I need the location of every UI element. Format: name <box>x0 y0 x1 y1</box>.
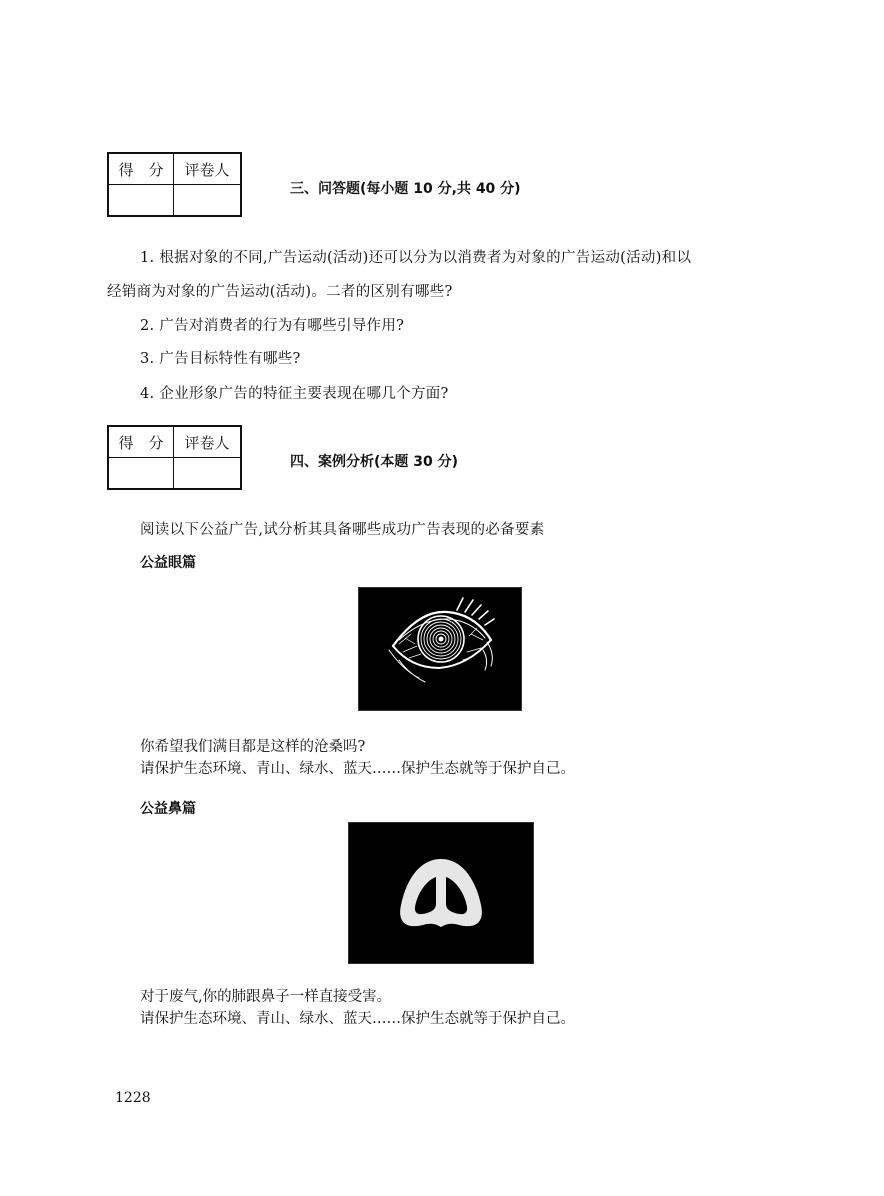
grader-cell <box>174 185 242 217</box>
grader-label: 评卷人 <box>174 426 242 458</box>
eye-illustration-icon <box>359 588 521 710</box>
nose-ad-caption-line-2: 请保护生态环境、青山、绿水、蓝天……保护生态就等于保护自己。 <box>140 1011 575 1027</box>
score-box-section-3 <box>107 152 242 217</box>
question-1-line-2: 经销商为对象的广告运动(活动)。二者的区别有哪些? <box>107 284 453 300</box>
eye-ad-image <box>358 587 522 711</box>
nose-ad-caption-line-1: 对于废气,你的肺跟鼻子一样直接受害。 <box>140 989 392 1005</box>
question-4: 4. 企业形象广告的特征主要表现在哪几个方面? <box>140 386 449 402</box>
case-intro: 阅读以下公益广告,试分析其具备哪些成功广告表现的必备要素 <box>140 522 545 538</box>
eye-ad-caption-line-2: 请保护生态环境、青山、绿水、蓝天……保护生态就等于保护自己。 <box>140 761 575 777</box>
question-3: 3. 广告目标特性有哪些? <box>140 351 301 367</box>
score-label: 得 分 <box>108 153 174 185</box>
question-1-line-1: 1. 根据对象的不同,广告运动(活动)还可以分为以消费者为对象的广告运动(活动)和以 <box>140 250 692 266</box>
grader-cell <box>174 458 242 490</box>
score-label: 得 分 <box>108 426 174 458</box>
page-number: 1228 <box>115 1090 151 1106</box>
section-3-title: 三、问答题(每小题 10 分,共 40 分) <box>290 181 521 197</box>
score-cell <box>108 185 174 217</box>
eye-ad-heading: 公益眼篇 <box>140 555 196 571</box>
nose-illustration-icon <box>349 823 533 963</box>
nose-ad-heading: 公益鼻篇 <box>140 801 196 817</box>
score-box-section-4 <box>107 425 242 490</box>
question-2: 2. 广告对消费者的行为有哪些引导作用? <box>140 318 405 334</box>
section-4-title: 四、案例分析(本题 30 分) <box>290 454 459 470</box>
grader-label: 评卷人 <box>174 153 242 185</box>
nose-ad-image <box>348 822 534 964</box>
eye-ad-caption-line-1: 你希望我们满目都是这样的沧桑吗? <box>140 739 366 755</box>
score-cell <box>108 458 174 490</box>
